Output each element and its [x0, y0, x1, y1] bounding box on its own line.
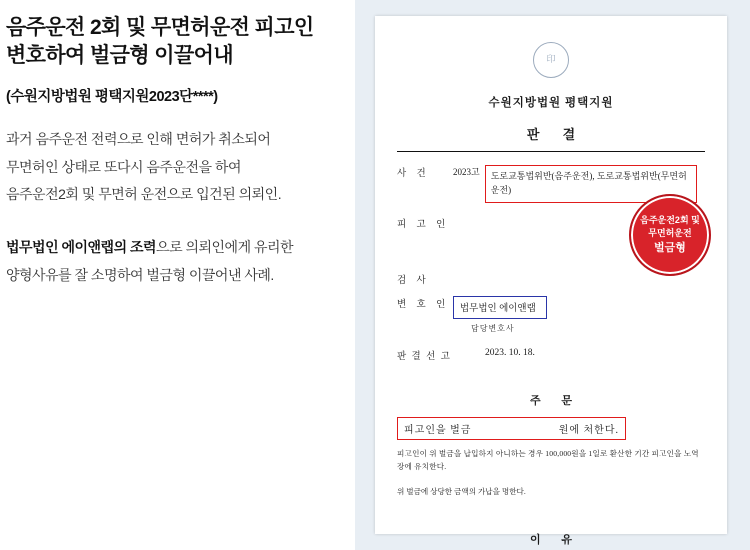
summary-line-2: 무면허인 상태로 또다시 음주운전을 하여 — [6, 158, 241, 175]
summary-paragraph-1 — [6, 126, 343, 208]
document-row-label: 피 고 인 — [397, 219, 450, 230]
order-section-heading: 주 문 — [529, 394, 581, 407]
court-judgment-document — [375, 16, 727, 546]
court-seal-icon: 印 — [533, 42, 569, 78]
page-title — [6, 14, 343, 69]
stamp-line-3: 벌금형 — [654, 241, 686, 254]
summary-paragraph-2 — [6, 234, 343, 289]
provisional-payment-note: 위 벌금에 상당한 금액의 가납을 명한다. — [397, 487, 526, 497]
case-year-prefix: 2023고 — [453, 167, 480, 177]
court-name: 수원지방법원 평택지원 — [488, 97, 614, 109]
left-text-panel — [0, 0, 355, 550]
law-firm-name: 법무법인 에이앤랩의 조력 — [6, 239, 157, 256]
fine-left-text: 피고인을 벌금 — [404, 424, 472, 436]
charge-highlight-box: 도로교통법위반(음주운전), 도로교통법위반(무면허운전) — [485, 165, 697, 203]
result-stamp-badge — [629, 194, 711, 276]
document-row-label: 판 결 선 고 — [397, 351, 452, 362]
summary-line-4-rest: 으로 의뢰인에게 유리한 — [156, 239, 294, 256]
stamp-line-2: 무면허운전 — [648, 227, 692, 238]
summary-line-4 — [6, 234, 343, 261]
title-divider — [397, 151, 705, 152]
summary-line-5: 양형사유를 잘 소명하여 벌금형 이끌어낸 사례. — [6, 266, 274, 283]
fine-default-note: 피고인이 위 벌금을 납입하지 아니하는 경우 100,000원을 1일로 환산한 기간 피고인을 노역장에 유치한다. — [397, 448, 699, 472]
summary-line-3: 음주운전2회 및 무면허 운전으로 입건된 의뢰인. — [6, 186, 282, 203]
fine-highlight-box — [397, 417, 626, 440]
fine-right-text: 원에 처한다. — [558, 424, 619, 436]
document-row-label: 사 건 — [397, 169, 430, 179]
stamp-line-1: 음주운전2회 및 — [640, 215, 700, 226]
attorney-in-charge-label: 담당변호사 — [471, 323, 515, 333]
document-row-label: 변 호 인 — [397, 299, 450, 310]
document-row-sentencing-date — [397, 348, 705, 362]
document-title: 판 결 — [526, 127, 586, 142]
summary-line-1: 과거 음주운전 전력으로 인해 면허가 취소되어 — [6, 131, 271, 148]
law-firm-highlight-box: 법무법인 에이앤랩 — [453, 296, 547, 319]
document-row-defense-counsel — [397, 296, 705, 334]
document-row-value — [453, 296, 705, 334]
page-title-line-2: 변호하여 벌금형 이끌어내 — [6, 43, 234, 67]
page-title-line-1: 음주운전 2회 및 무면허운전 피고인 — [6, 16, 314, 39]
document-image-panel — [355, 0, 750, 550]
document-row-label: 검 사 — [397, 275, 430, 286]
case-number-subtitle: (수원지방법원 평택지원2023단****) — [6, 89, 218, 106]
reason-section-heading: 이 유 — [529, 533, 581, 546]
document-row-value: 2023. 10. 18. — [485, 347, 535, 358]
